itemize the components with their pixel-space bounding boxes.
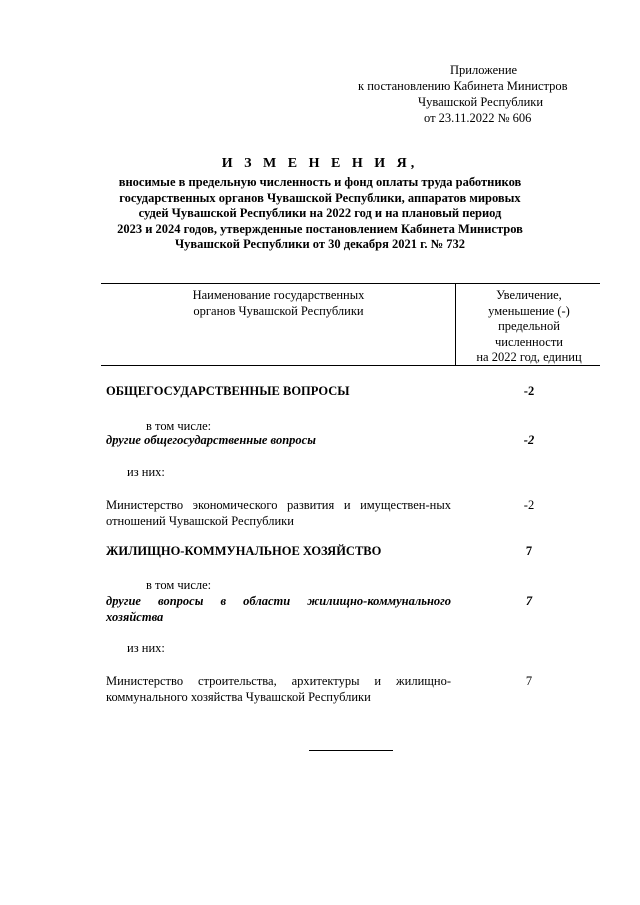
row-value: -2 xyxy=(523,498,535,512)
row-label: другие общегосударственные вопросы xyxy=(106,433,316,447)
appendix-line: Приложение xyxy=(450,63,518,77)
row-label: ОБЩЕГОСУДАРСТВЕННЫЕ ВОПРОСЫ xyxy=(106,384,350,398)
table-top-border xyxy=(101,283,600,284)
document-title xyxy=(90,155,550,253)
row-value: -2 xyxy=(523,433,535,447)
row-label: ЖИЛИЩНО-КОММУНАЛЬНОЕ ХОЗЯЙСТВО xyxy=(106,544,382,558)
header-line: Увеличение, xyxy=(496,288,562,302)
header-line: на 2022 год, единиц xyxy=(476,350,582,364)
title-line: Чувашской Республики от 30 декабря 2021 г. № 732 xyxy=(174,237,466,251)
appendix-note xyxy=(330,62,620,126)
row-value: 7 xyxy=(525,594,533,608)
row-label: в том числе: xyxy=(146,419,212,433)
header-line: органов Чувашской Республики xyxy=(193,303,364,318)
row-value: 7 xyxy=(525,544,533,558)
row-label-line: хозяйства xyxy=(106,610,164,624)
title-heading: И З М Е Н Е Н И Я, xyxy=(221,156,419,171)
row-label: Министерство экономического развития и имуществен-ных отношений Чувашской Республики xyxy=(106,498,451,528)
row-value: -2 xyxy=(523,384,535,398)
header-line: уменьшение (-) xyxy=(488,303,570,318)
title-line: 2023 и 2024 годов, утвержденные постановлением Кабинета Министров xyxy=(117,221,523,236)
appendix-line: Чувашской Республики xyxy=(418,95,544,109)
column-header-change xyxy=(458,288,600,366)
title-subtitle xyxy=(90,175,550,253)
appendix-line: от 23.11.2022 № 606 xyxy=(424,111,532,125)
title-line: вносимые в предельную численность и фонд оплаты труда работников xyxy=(118,175,522,189)
header-line: Наименование государственных xyxy=(192,288,365,302)
column-header-name xyxy=(106,288,451,319)
row-label: из них: xyxy=(127,641,165,655)
row-label: из них: xyxy=(127,465,165,479)
table-column-divider xyxy=(455,283,456,366)
row-label xyxy=(106,593,451,625)
row-label-line: другие вопросы в области жилищно-коммунального xyxy=(106,594,451,608)
row-label: в том числе: xyxy=(146,578,212,592)
row-value: 7 xyxy=(525,674,533,688)
appendix-line: к постановлению Кабинета Министров xyxy=(358,79,568,93)
row-label: Министерство строительства, архитектуры и жилищно-коммунального хозяйства Чувашской Республики xyxy=(106,674,451,704)
closing-rule xyxy=(309,750,393,751)
header-line: предельной xyxy=(498,319,560,333)
title-line: судей Чувашской Республики на 2022 год и на плановый период xyxy=(138,206,502,220)
header-line: численности xyxy=(495,334,563,349)
title-line: государственных органов Чувашской Республики, аппаратов мировых xyxy=(119,190,521,205)
